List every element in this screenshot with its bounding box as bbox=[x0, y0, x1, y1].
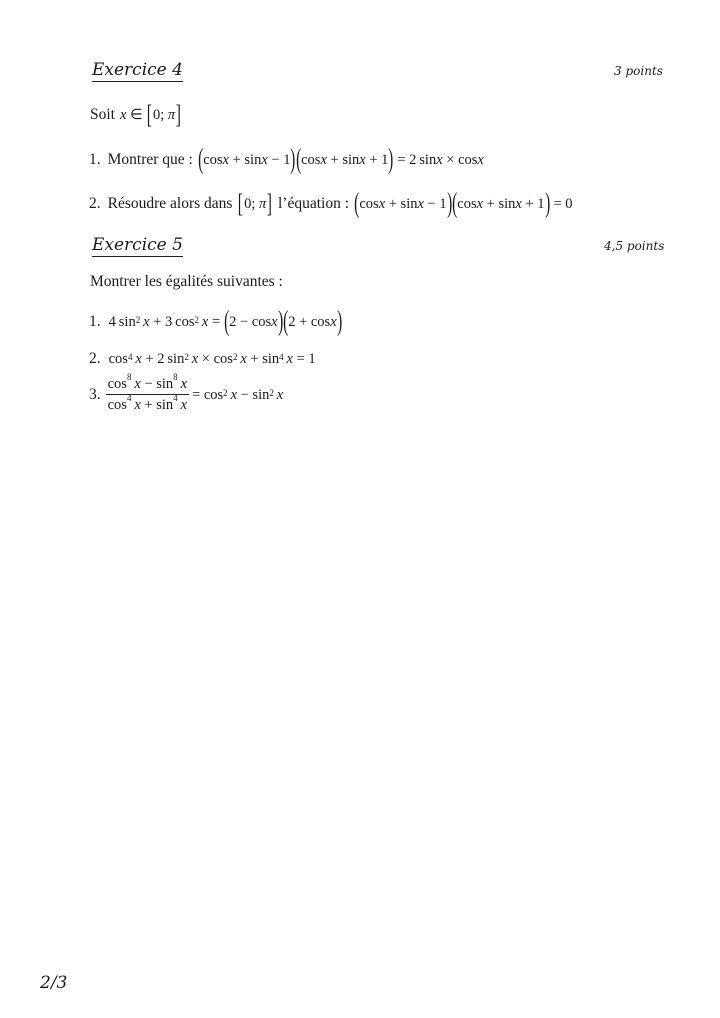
exercise-4-question-1 bbox=[89, 144, 484, 175]
exercise-4-intro bbox=[90, 100, 182, 129]
question-number: 2. bbox=[89, 350, 101, 367]
exercise-4-title: Exercice 4 bbox=[92, 60, 183, 80]
domain-formula: x ∈ [ 0; π ] bbox=[119, 100, 182, 129]
equation-formula: ( cos x + sin x − 1 ) ( cos x + sin x + 1 ) = 0 bbox=[354, 188, 573, 219]
page-number: 2/3 bbox=[40, 973, 68, 993]
question-number: 3. bbox=[89, 385, 101, 403]
equality-2-formula: cos $^4$ x + 2 sin $^2$ x × cos $^2$ x + sin $^4$ x = 1 bbox=[108, 351, 316, 367]
question-number: 1. bbox=[89, 313, 101, 330]
exercise-5-intro: Montrer les égalités suivantes : bbox=[90, 273, 283, 290]
exercise-5-equality-2 bbox=[89, 348, 316, 370]
identity-formula: ( cos x + sin x − 1 ) ( cos x + sin x + 1 ) = 2 sin x × cos x bbox=[197, 144, 484, 175]
interval-formula: [ 0; π ] bbox=[238, 189, 273, 218]
equality-1-formula: 4 sin $^2$ x + 3 cos $^2$ x = ( 2 − cos x ) ( 2 + cos x ) bbox=[108, 306, 342, 337]
exercise-4-question-2 bbox=[89, 188, 573, 219]
exercise-5-equality-3 bbox=[89, 372, 284, 414]
question-text: Montrer que : bbox=[107, 151, 193, 168]
exercise-4-points: 3 points bbox=[614, 64, 663, 78]
question-text: Résoudre alors dans bbox=[107, 195, 233, 212]
exercise-5-equality-1 bbox=[89, 306, 342, 337]
exercise-5-title: Exercice 5 bbox=[92, 235, 183, 255]
intro-text: Soit bbox=[90, 106, 115, 123]
question-number: 2. bbox=[89, 195, 101, 212]
question-number: 1. bbox=[89, 151, 101, 168]
question-text-2: l’équation : bbox=[277, 195, 350, 212]
exercise-5-points: 4,5 points bbox=[604, 239, 665, 253]
equality-3-formula: $\frac{\cos^8 x - \sin^8 x}{\cos^4 x + \sin^4 x}$ = cos $^2$ x − sin $^2$ x bbox=[107, 372, 284, 413]
